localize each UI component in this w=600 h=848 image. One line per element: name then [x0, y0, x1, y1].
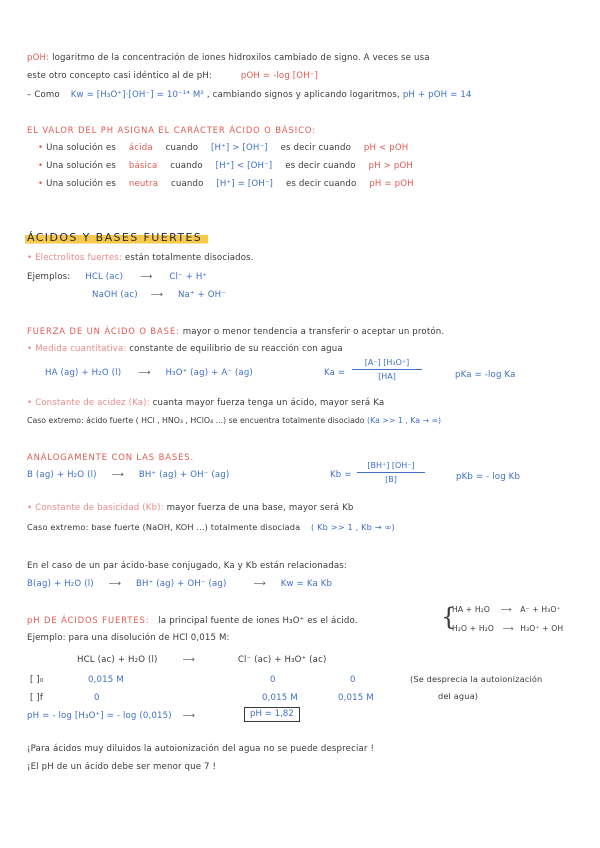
- kb-label: Kb =: [330, 470, 352, 480]
- conj-products: BH⁺ (ag) + OH⁻ (ag): [136, 579, 227, 589]
- ha-products: H₃O⁺ (ag) + A⁻ (ag): [165, 368, 253, 378]
- kb-extreme-text: Caso extremo: base fuerte (NaOH, KOH ...) totalmente disociada: [27, 522, 301, 532]
- fraction-bar: [357, 472, 425, 473]
- ka-constant-line: [27, 397, 384, 409]
- reaction-arrow-icon: ⟶: [500, 605, 512, 614]
- relation-arrow-icon: ⟶: [253, 579, 266, 589]
- poh-line-1: [27, 52, 430, 64]
- when-word: cuando: [171, 179, 204, 189]
- brace-water: H₂O + H₂O: [452, 624, 495, 633]
- ph-value-heading: EL VALOR DEL PH ASIGNA EL CARÁCTER ÁCIDO O BÁSICO:: [27, 125, 316, 135]
- brace-ha: HA + H₂O: [452, 605, 491, 614]
- kb-numerator: [BH⁺] [OH⁻]: [367, 461, 415, 470]
- row-prefix: Una solución es: [46, 179, 116, 189]
- row-final-label: [ ]f: [30, 693, 44, 703]
- table-products: Cl⁻ (ac) + H₃O⁺ (ac): [237, 655, 327, 665]
- row-prefix: Una solución es: [46, 143, 116, 153]
- result-arrow-icon: ⟶: [182, 711, 196, 721]
- poh-concept-text: este otro concepto casi idéntico al de pH:: [27, 71, 212, 81]
- kw-formula: Kw = [H₃O⁺]·[OH⁻] = 10⁻¹⁴ M²: [70, 90, 204, 100]
- basic-result: pH > pOH: [368, 161, 414, 171]
- b-reactants: B (ag) + H₂O (l): [27, 470, 97, 480]
- ka-label: Ka =: [324, 368, 346, 378]
- acid-solution-row: [38, 142, 408, 154]
- medida-text: constante de equilibrio de su reacción con agua: [129, 344, 343, 354]
- strong-acids-title: ÁCIDOS Y BASES FUERTES: [25, 230, 208, 245]
- bases-heading: ANÁLOGAMENTE CON LAS BASES.: [27, 452, 195, 462]
- poh-formula: pOH = -log [OH⁻]: [240, 71, 319, 81]
- reaction-arrow-icon: ⟶: [139, 272, 153, 282]
- kb-constant-text: mayor fuerza de una base, mayor será Kb: [166, 503, 354, 513]
- ph-strong-heading-line: [27, 614, 358, 627]
- poh-line-3: [27, 89, 472, 101]
- brace-line-1: [452, 604, 561, 616]
- row-final-cl: 0,015 M: [262, 693, 298, 703]
- ph-result-box: pH = 1,82: [244, 707, 300, 722]
- basic-word: básica: [128, 161, 158, 171]
- final-note-2: ¡El pH de un ácido debe ser menor que 7 !: [27, 762, 217, 772]
- medida-label: • Medida cuantitativa:: [27, 344, 127, 354]
- acid-condition: [H⁺] > [OH⁻]: [211, 143, 268, 153]
- acid-result: pH < pOH: [363, 143, 409, 153]
- final-note-1: ¡Para ácidos muy diluidos la autoionización del agua no se puede despreciar !: [27, 744, 375, 754]
- kw-relation: Kw = Ka Kb: [280, 579, 333, 589]
- when-word: cuando: [165, 143, 199, 153]
- ka-extreme-limit: (Ka >> 1 , Ka → ∞): [367, 416, 442, 425]
- ka-reaction: [45, 367, 253, 379]
- pkb-formula: pKb = - log Kb: [456, 472, 521, 482]
- ka-extreme-line: [27, 415, 441, 427]
- electrolitos-line: [27, 252, 254, 264]
- kb-extreme-limit: ( Kb >> 1 , Kb → ∞): [311, 522, 395, 532]
- note-line-1: (Se desprecia la autoionización: [410, 674, 543, 684]
- conjugate-text: En el caso de un par ácido-base conjugado, Ka y Kb están relacionadas:: [27, 561, 347, 571]
- ka-constant-text: cuanta mayor fuerza tenga un ácido, mayor será Ka: [152, 398, 385, 408]
- hcl-products: Cl⁻ + H⁺: [169, 272, 208, 282]
- naoh-products: Na⁺ + OH⁻: [177, 290, 226, 300]
- brace-ha-products: A⁻ + H₃O⁺: [520, 605, 561, 614]
- ph-strong-heading: pH DE ÁCIDOS FUERTES:: [27, 615, 150, 625]
- note-line-2: del agua): [438, 691, 479, 701]
- ph-strong-text: la principal fuente de iones H₃O⁺ es el ácido.: [158, 616, 358, 626]
- reaction-arrow-icon: ⟶: [182, 655, 195, 665]
- electrolitos-text: están totalmente disociados.: [124, 253, 254, 263]
- neutral-word: neutra: [128, 179, 159, 189]
- signs-text: , cambiando signos y aplicando logaritmos,: [206, 90, 400, 100]
- conjugate-reaction: [27, 578, 332, 590]
- hcl-reactant: HCL (ac): [85, 272, 124, 282]
- brace-icon: {: [441, 603, 457, 631]
- force-definition: mayor o menor tendencia a transferir o aceptar un protón.: [182, 327, 445, 337]
- table-reactants: HCL (ac) + H₂O (l): [77, 655, 158, 665]
- bullet: •: [38, 143, 44, 153]
- reaction-arrow-icon: ⟶: [108, 579, 122, 589]
- row-initial-h3o: 0: [350, 675, 356, 685]
- kb-extreme-line: [27, 521, 395, 533]
- ha-reactants: HA (ag) + H₂O (l): [45, 368, 122, 378]
- examples-label: Ejemplos:: [27, 272, 71, 282]
- reaction-arrow-icon: ⟶: [150, 290, 164, 300]
- row-initial-label: [ ]₀: [30, 675, 44, 685]
- ka-constant-label: • Constante de acidez (Ka):: [27, 398, 150, 408]
- ka-extreme-text: Caso extremo: ácido fuerte ( HCl , HNO₃ , HClO₄ ...) se encuentra totalmente disociado: [27, 416, 365, 425]
- reaction-arrow-icon: ⟶: [502, 624, 514, 633]
- es-decir: es decir cuando: [285, 179, 357, 189]
- es-decir: es decir cuando: [285, 161, 356, 171]
- row-final-h3o: 0,015 M: [338, 693, 374, 703]
- acid-word: ácida: [128, 143, 153, 153]
- ph-calculation: [27, 710, 195, 722]
- bullet: •: [38, 179, 44, 189]
- kb-reaction: [27, 469, 229, 481]
- table-reaction: [77, 654, 326, 666]
- kb-constant-label: • Constante de basicidad (Kb):: [27, 503, 164, 513]
- conj-reactants: B(ag) + H₂O (l): [27, 579, 94, 589]
- row-prefix: Una solución es: [46, 161, 116, 171]
- examples-line-1: [27, 271, 207, 283]
- when-word: cuando: [170, 161, 203, 171]
- pka-formula: pKa = -log Ka: [455, 370, 516, 380]
- brace-line-2: [452, 623, 563, 635]
- ph-example: Ejemplo: para una disolución de HCl 0,015 M:: [27, 633, 230, 643]
- examples-line-2: [92, 289, 226, 301]
- row-final-hcl: 0: [94, 693, 100, 703]
- kb-constant-line: [27, 502, 353, 514]
- bullet: •: [38, 161, 44, 171]
- row-initial-cl: 0: [270, 675, 276, 685]
- basic-condition: [H⁺] < [OH⁻]: [215, 161, 273, 171]
- brace-water-products: H₃O⁺ + OH: [520, 624, 564, 633]
- ka-fraction: [352, 357, 422, 382]
- reaction-arrow-icon: ⟶: [111, 470, 124, 480]
- basic-solution-row: [38, 160, 413, 172]
- ph-poh-sum: pH + pOH = 14: [402, 90, 472, 100]
- b-products: BH⁺ (ag) + OH⁻ (ag): [138, 470, 230, 480]
- electrolitos-label: • Electrolitos fuertes:: [27, 253, 122, 263]
- ka-denominator: [HA]: [378, 372, 396, 381]
- neutral-result: pH = pOH: [369, 179, 414, 189]
- kb-denominator: [B]: [385, 475, 397, 484]
- como-prefix: – Como: [27, 90, 60, 100]
- medida-line: [27, 343, 343, 355]
- row-initial-hcl: 0,015 M: [88, 675, 124, 685]
- neutral-condition: [H⁺] = [OH⁻]: [216, 179, 274, 189]
- reaction-arrow-icon: ⟶: [138, 368, 151, 378]
- ka-numerator: [A⁻] [H₃O⁺]: [364, 358, 410, 367]
- poh-label: pOH:: [27, 53, 50, 63]
- poh-line-2: [27, 70, 318, 82]
- force-heading-line: [27, 325, 444, 338]
- ph-calc-expression: pH = - log [H₃O⁺] = - log (0,015): [27, 711, 172, 721]
- neutral-solution-row: [38, 178, 414, 190]
- fraction-bar: [352, 369, 422, 370]
- naoh-reactant: NaOH (ac): [92, 290, 138, 300]
- es-decir: es decir cuando: [280, 143, 352, 153]
- poh-definition: logaritmo de la concentración de iones hidroxilos cambiado de signo. A veces se usa: [52, 53, 430, 63]
- kb-fraction: [357, 460, 425, 485]
- force-heading: FUERZA DE UN ÁCIDO O BASE:: [27, 326, 180, 336]
